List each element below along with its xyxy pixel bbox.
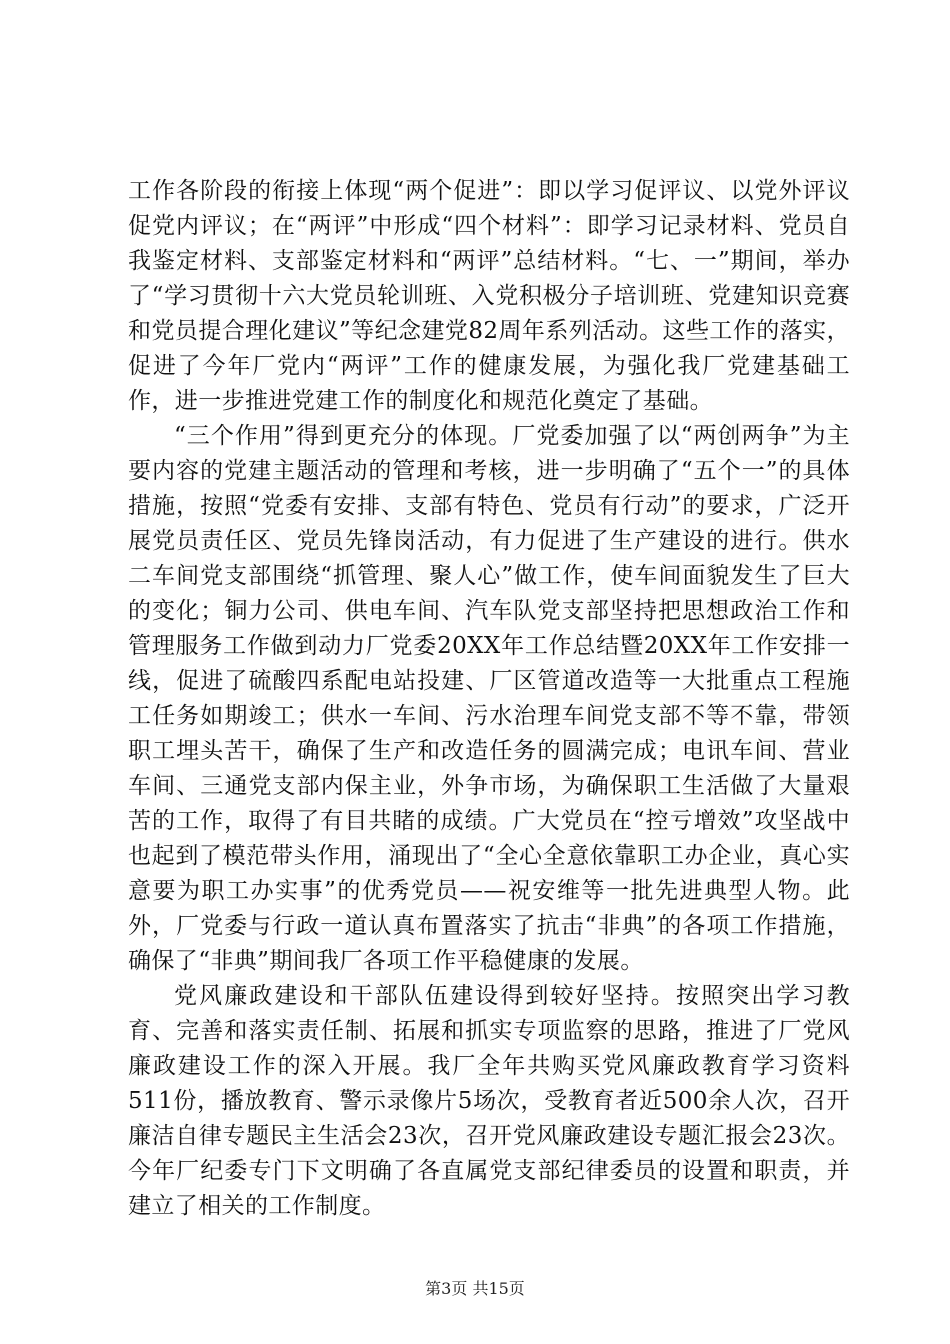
paragraph-clean-governance: 党风廉政建设和干部队伍建设得到较好坚持。按照突出学习教育、完善和落实责任制、拓展和抓实专项监察的思路，推进了厂党风廉政建设工作的深入开展。我厂全年共购买党风廉政教育学习资料511份，播放教育、警示录像片5场次，受教育者近500余人次，召开廉洁自律专题民主生活会23次，召开党风廉政建设专题汇报会23次。今年厂纪委专门下文明确了各直属党支部纪律委员的设置和职责，并建立了相关的工作制度。: [128, 983, 850, 1219]
document-body: [128, 174, 850, 1224]
paragraph-three-roles: “三个作用”得到更充分的体现。厂党委加强了以“两创两争”为主要内容的党建主题活动的管理和考核，进一步明确了“五个一”的具体措施，按照“党委有安排、支部有特色、党员有行动”的要求，广泛开展党员责任区、党员先锋岗活动，有力促进了生产建设的进行。供水二车间党支部围绕“抓管理、聚人心”做工作，使车间面貌发生了巨大的变化；铜力公司、供电车间、汽车队党支部坚持把思想政治工作和管理服务工作做到动力厂党委20XX年工作总结暨20XX年工作安排一线，促进了硫酸四系配电站投建、厂区管道改造等一大批重点工程施工任务如期竣工；供水一车间、污水治理车间党支部不等不靠，带领职工埋头苦干，确保了生产和改造任务的圆满完成；电讯车间、营业车间、三通党支部内保主业，外争市场，为确保职工生活做了大量艰苦的工作，取得了有目共睹的成绩。广大党员在“控亏增效”攻坚战中也起到了模范带头作用，涌现出了“全心全意依靠职工办企业，真心实意要为职工办实事”的优秀党员——祝安维等一批先进典型人物。此外，厂党委与行政一道认真布置落实了抗击“非典”的各项工作措施，确保了“非典”期间我厂各项工作平稳健康的发展。: [128, 423, 850, 974]
page-footer: 第3页 共15页: [425, 1279, 525, 1298]
paragraph-continuation: 工作各阶段的衔接上体现“两个促进”：即以学习促评议、以党外评议促党内评议；在“两评”中形成“四个材料”：即学习记录材料、党员自我鉴定材料、支部鉴定材料和“两评”总结材料。“七、一”期间，举办了“学习贯彻十六大党员轮训班、入党积极分子培训班、党建知识竞赛和党员提合理化建议”等纪念建党82周年系列活动。这些工作的落实，促进了今年厂党内“两评”工作的健康发展，为强化我厂党建基础工作，进一步推进党建工作的制度化和规范化奠定了基础。: [128, 178, 850, 414]
